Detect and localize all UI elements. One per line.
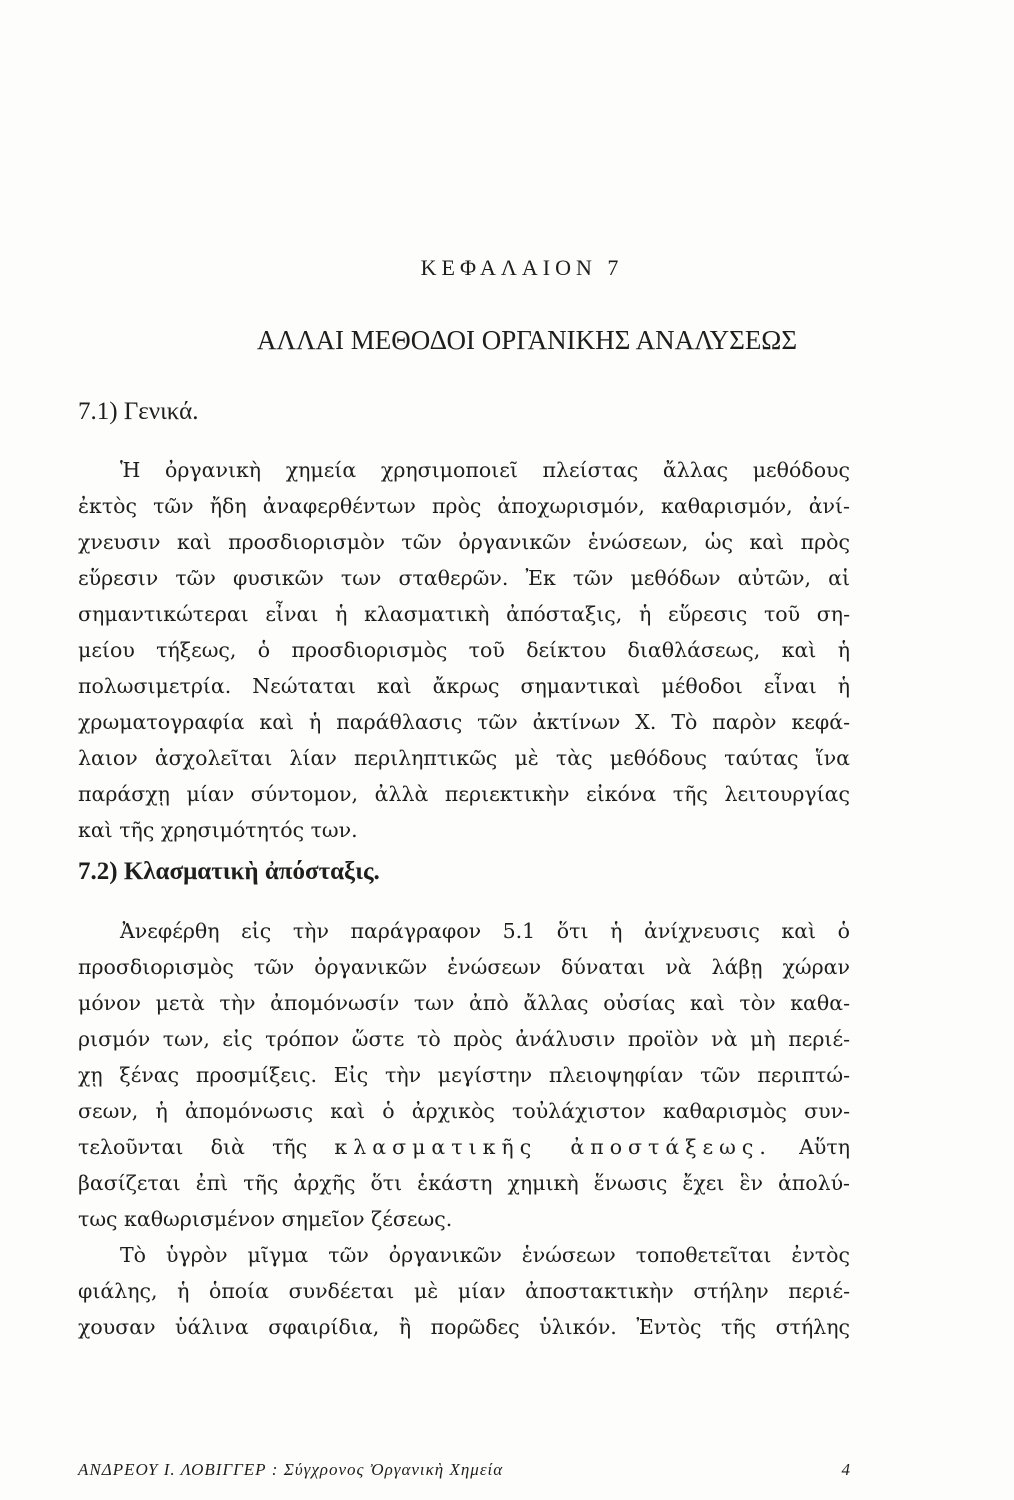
line-text: τελοῦνται διὰ τῆς — [78, 1135, 308, 1159]
section-distillation-paragraph-1 — [78, 913, 850, 1237]
page-footer — [78, 1460, 850, 1480]
paragraph-line: ρισμόν των, εἰς τρόπον ὥστε τὸ πρὸς ἀνάλυσιν προϊὸν νὰ μὴ περιέ- — [78, 1027, 850, 1051]
paragraph-line: χῃ ξένας προσμίξεις. Εἰς τὴν μεγίστην πλειοψηφίαν τῶν περιπτώ- — [78, 1063, 850, 1087]
emphasized-term: κλασματικῆς ἀποστάξεως. — [334, 1135, 772, 1159]
paragraph-line: ἐκτὸς τῶν ἤδη ἀναφερθέντων πρὸς ἀποχωρισμόν, καθαρισμόν, ἀνί- — [78, 494, 850, 518]
page-number: 4 — [841, 1460, 850, 1479]
paragraph-line: πολωσιμετρία. Νεώταται καὶ ἄκρως σημαντικαὶ μέθοδοι εἶναι ἡ — [78, 674, 850, 698]
paragraph-line: λαιον ἀσχολεῖται λίαν περιληπτικῶς μὲ τὰς μεθόδους ταύτας ἵνα — [78, 746, 850, 770]
paragraph-line: σεων, ἡ ἀπομόνωσις καὶ ὁ ἀρχικὸς τοὐλάχιστον καθαρισμὸς συν- — [78, 1099, 850, 1123]
section-heading-fractional-distillation: 7.2) Κλασματικὴ ἀπόσταξις. — [78, 858, 380, 885]
chapter-label: ΚΕΦΑΛΑΙΟΝ 7 — [420, 255, 624, 280]
paragraph-line: χνευσιν καὶ προσδιορισμὸν τῶν ὀργανικῶν ἑνώσεων, ὡς καὶ πρὸς — [78, 530, 850, 554]
section-heading-general: 7.1) Γενικά. — [78, 398, 199, 425]
paragraph-line: μόνον μετὰ τὴν ἀπομόνωσίν των ἀπὸ ἄλλας οὐσίας καὶ τὸν καθα- — [78, 991, 850, 1015]
paragraph-line: Ἀνεφέρθη εἰς τὴν παράγραφον 5.1 ὅτι ἡ ἀνίχνευσις καὶ ὁ — [120, 919, 850, 943]
paragraph-line: παράσχῃ μίαν σύντομον, ἀλλὰ περιεκτικὴν εἰκόνα τῆς λειτουργίας — [78, 782, 850, 806]
paragraph-line: εὕρεσιν τῶν φυσικῶν των σταθερῶν. Ἐκ τῶν μεθόδων αὐτῶν, αἱ — [78, 566, 850, 590]
paragraph-line: σημαντικώτεραι εἶναι ἡ κλασματικὴ ἀπόσταξις, ἡ εὕρεσις τοῦ ση- — [78, 602, 850, 626]
paragraph-line: χρωματογραφία καὶ ἡ παράθλασις τῶν ἀκτίνων Χ. Τὸ παρὸν κεφά- — [78, 710, 850, 734]
chapter-title: ΑΛΛΑΙ ΜΕΘΟΔΟΙ ΟΡΓΑΝΙΚΗΣ ΑΝΑΛΥΣΕΩΣ — [256, 325, 798, 355]
paragraph-line: χουσαν ὑάλινα σφαιρίδια, ἢ πορῶδες ὑλικόν. Ἐντὸς τῆς στήλης — [78, 1315, 850, 1339]
paragraph-line: καὶ τῆς χρησιμότητός των. — [78, 818, 358, 842]
section-distillation-paragraph-2 — [78, 1237, 850, 1345]
paragraph-line: βασίζεται ἐπὶ τῆς ἀρχῆς ὅτι ἑκάστη χημικὴ ἕνωσις ἔχει ἓν ἀπολύ- — [78, 1171, 850, 1195]
paragraph-line: τως καθωρισμένον σημεῖον ζέσεως. — [78, 1207, 453, 1231]
paragraph-line: φιάλης, ἡ ὁποία συνδέεται μὲ μίαν ἀποστακτικὴν στήλην περιέ- — [78, 1279, 850, 1303]
paragraph-line: Ἡ ὀργανικὴ χημεία χρησιμοποιεῖ πλείστας ἄλλας μεθόδους — [120, 458, 850, 482]
section-general-paragraph — [78, 452, 850, 848]
paragraph-line: προσδιορισμὸς τῶν ὀργανικῶν ἑνώσεων δύναται νὰ λάβῃ χώραν — [78, 955, 850, 979]
paragraph-line: μείου τήξεως, ὁ προσδιορισμὸς τοῦ δείκτου διαθλάσεως, καὶ ἡ — [78, 638, 850, 662]
line-text: Αὕτη — [799, 1135, 850, 1159]
paragraph-line-spaced — [78, 1129, 850, 1165]
footer-citation: ΑΝΔΡΕΟΥ Ι. ΛΟΒΙΓΓΕΡ : Σύγχρονος Ὀργανικὴ Χημεία — [78, 1460, 504, 1479]
paragraph-line: Τὸ ὑγρὸν μῖγμα τῶν ὀργανικῶν ἑνώσεων τοποθετεῖται ἐντὸς — [120, 1243, 850, 1267]
